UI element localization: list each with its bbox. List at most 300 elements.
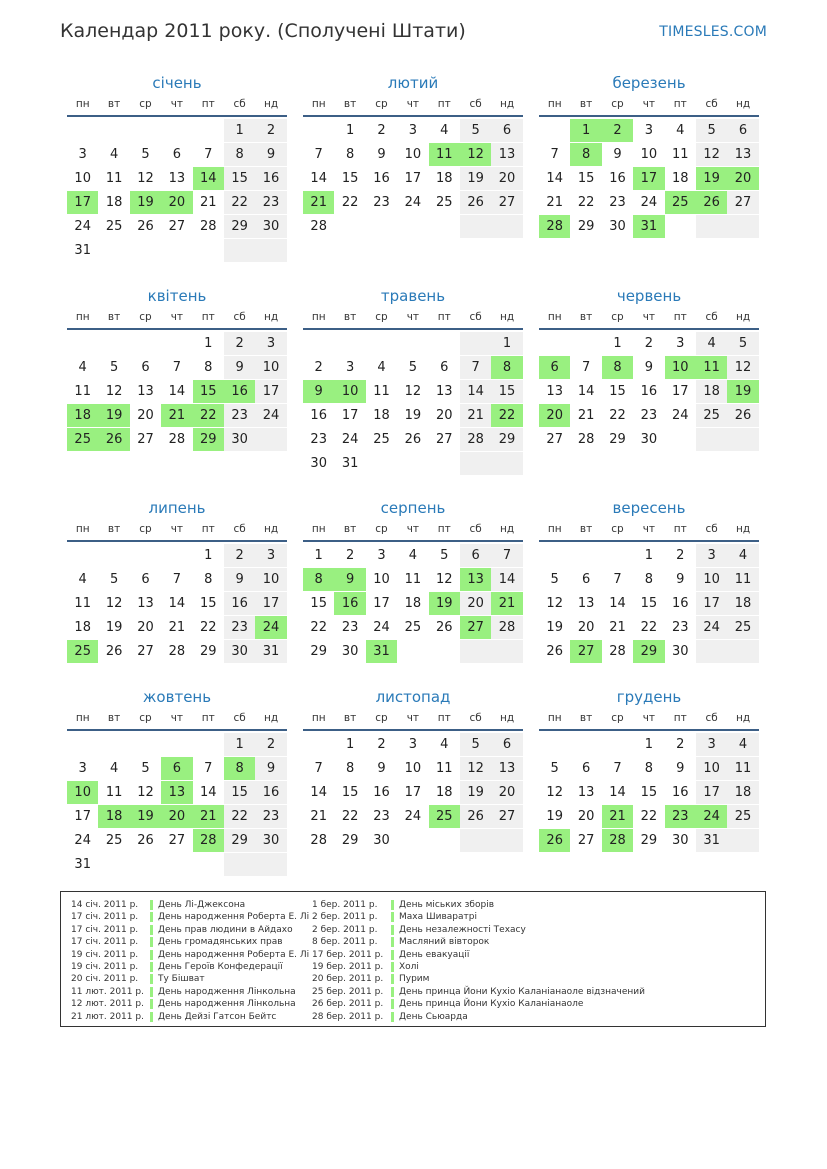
day-cell: 19 <box>546 809 563 824</box>
day-cell: 16 <box>224 380 255 403</box>
holiday-marker <box>391 950 394 960</box>
day-cell: 25 <box>105 833 123 848</box>
weekday-label: вт <box>343 712 357 724</box>
day-cell: 21 <box>609 620 626 635</box>
weekday-label: нд <box>499 712 515 724</box>
holiday-marker <box>391 900 394 910</box>
day-cell: 24 <box>404 195 422 210</box>
empty-cell <box>539 733 570 756</box>
day-cell: 26 <box>105 644 123 659</box>
holiday-entry <box>312 924 645 936</box>
day-cell: 5 <box>460 733 491 756</box>
holiday-name: День народження Лінкольна <box>158 999 296 1010</box>
day-cell: 19 <box>460 167 491 190</box>
day-cell: 3 <box>696 733 727 756</box>
week-row <box>303 380 523 404</box>
day-cell: 15 <box>224 781 255 804</box>
day-cell: 28 <box>199 219 217 234</box>
weekday-label: пн <box>75 98 90 110</box>
weekday-label: чт <box>642 712 656 724</box>
day-cell: 2 <box>224 332 255 355</box>
day-cell: 2 <box>676 737 685 752</box>
day-cell: 25 <box>665 191 696 214</box>
holiday-date: 17 бер. 2011 р. <box>312 949 384 960</box>
day-cell: 25 <box>373 432 390 447</box>
day-cell: 20 <box>161 191 192 214</box>
day-cell: 15 <box>310 596 327 611</box>
day-cell: 6 <box>581 761 591 776</box>
day-cell: 22 <box>310 620 327 635</box>
holiday-marker <box>150 912 153 922</box>
week-row <box>303 592 523 616</box>
weekday-label: сб <box>233 311 246 323</box>
day-cell: 12 <box>435 572 453 587</box>
month-rule <box>303 729 523 731</box>
day-cell: 15 <box>609 384 626 399</box>
holiday-marker <box>150 1012 153 1022</box>
week-row <box>67 332 287 356</box>
day-cell: 16 <box>373 171 390 186</box>
day-cell: 12 <box>105 596 123 611</box>
day-cell: 26 <box>539 829 570 852</box>
day-cell: 30 <box>671 644 689 659</box>
day-cell: 10 <box>255 568 286 591</box>
day-cell: 15 <box>577 171 595 186</box>
month-name: грудень <box>616 688 682 706</box>
day-cell: 22 <box>193 404 224 427</box>
day-cell: 23 <box>310 432 327 447</box>
day-cell: 30 <box>671 833 689 848</box>
day-cell: 28 <box>602 829 633 852</box>
month-rule <box>67 115 287 117</box>
day-cell: 1 <box>314 548 323 563</box>
day-cell: 5 <box>440 548 449 563</box>
day-cell: 23 <box>373 809 390 824</box>
weekday-label: ср <box>611 523 624 535</box>
day-cell: 14 <box>193 167 224 190</box>
empty-cell <box>696 640 727 663</box>
day-cell: 18 <box>98 805 129 828</box>
week-row <box>303 805 523 829</box>
day-cell: 11 <box>105 785 123 800</box>
empty-cell <box>366 452 397 475</box>
day-cell: 17 <box>671 384 689 399</box>
empty-cell <box>130 544 161 567</box>
day-cell: 1 <box>204 336 213 351</box>
empty-cell <box>130 733 161 756</box>
week-row <box>303 332 523 356</box>
day-cell: 1 <box>224 733 255 756</box>
day-cell: 19 <box>727 380 758 403</box>
week-row <box>539 167 759 191</box>
day-cell: 29 <box>199 644 217 659</box>
day-cell: 28 <box>168 432 186 447</box>
week-row <box>67 239 287 263</box>
day-cell: 2 <box>676 548 685 563</box>
weekday-label: вт <box>107 98 121 110</box>
weekday-label: пт <box>437 311 451 323</box>
week-row <box>539 215 759 239</box>
day-cell: 10 <box>67 781 98 804</box>
day-cell: 3 <box>408 123 417 138</box>
day-cell: 9 <box>613 147 622 162</box>
empty-cell <box>193 239 224 262</box>
day-cell: 19 <box>696 167 727 190</box>
weekday-label: ср <box>611 712 624 724</box>
month-2 <box>303 72 523 239</box>
day-cell: 20 <box>435 408 453 423</box>
day-cell: 7 <box>204 761 213 776</box>
empty-cell <box>491 452 522 475</box>
day-cell: 23 <box>224 404 255 427</box>
empty-cell <box>303 733 334 756</box>
day-cell: 4 <box>440 737 449 752</box>
weekday-header <box>67 307 287 327</box>
day-cell: 13 <box>577 596 595 611</box>
empty-cell <box>98 119 129 142</box>
holiday-marker <box>391 1012 394 1022</box>
holiday-entry <box>71 924 309 936</box>
weekday-label: нд <box>735 98 751 110</box>
weekday-label: ср <box>375 523 388 535</box>
month-10 <box>67 686 287 877</box>
holiday-entry <box>312 936 645 948</box>
holiday-name: День народження Роберта Е. Лі <box>158 912 310 923</box>
holiday-name: Масляний вівторок <box>399 937 490 948</box>
holiday-date: 8 бер. 2011 р. <box>312 937 378 948</box>
day-cell: 13 <box>435 384 453 399</box>
week-row <box>303 452 523 476</box>
day-cell: 2 <box>224 544 255 567</box>
week-row <box>67 215 287 239</box>
day-cell: 5 <box>109 360 119 375</box>
day-cell: 4 <box>78 360 87 375</box>
weekday-label: вт <box>579 523 593 535</box>
month-name: серпень <box>380 499 446 517</box>
day-cell: 6 <box>491 733 522 756</box>
month-3 <box>539 72 759 239</box>
day-cell: 10 <box>74 171 91 186</box>
weekday-header <box>539 519 759 539</box>
day-cell: 23 <box>224 616 255 639</box>
day-cell: 19 <box>546 620 563 635</box>
day-cell: 1 <box>204 548 213 563</box>
day-cell: 5 <box>550 572 559 587</box>
day-cell: 14 <box>310 171 327 186</box>
month-rule <box>539 328 759 330</box>
empty-cell <box>255 428 286 451</box>
week-row <box>539 404 759 428</box>
week-row <box>303 733 523 757</box>
weekday-label: пн <box>547 712 562 724</box>
month-6 <box>539 285 759 452</box>
weekday-label: сб <box>233 98 246 110</box>
month-name: травень <box>380 287 446 305</box>
weekday-label: пт <box>201 98 215 110</box>
day-cell: 10 <box>404 761 422 776</box>
day-cell: 17 <box>74 809 91 824</box>
weekday-label: вт <box>343 98 357 110</box>
day-cell: 23 <box>665 805 696 828</box>
day-cell: 22 <box>609 408 626 423</box>
site-logo[interactable]: TIMESLES.COM <box>659 24 767 40</box>
day-cell: 26 <box>546 644 563 659</box>
day-cell: 27 <box>137 644 154 659</box>
day-cell: 14 <box>577 384 595 399</box>
weekday-label: ср <box>139 311 152 323</box>
empty-cell <box>696 428 727 451</box>
month-rule <box>539 729 759 731</box>
day-cell: 12 <box>460 757 491 780</box>
weekday-header <box>67 708 287 728</box>
holiday-name: Маха Шиваратрі <box>399 912 477 923</box>
weekday-label: пт <box>673 523 687 535</box>
weekday-label: нд <box>499 98 515 110</box>
day-cell: 30 <box>341 644 359 659</box>
week-row <box>539 757 759 781</box>
empty-cell <box>665 428 696 451</box>
month-name: листопад <box>375 688 451 706</box>
empty-cell <box>397 452 428 475</box>
weekday-label: нд <box>263 98 279 110</box>
empty-cell <box>429 332 460 355</box>
empty-cell <box>193 853 224 876</box>
day-cell: 3 <box>408 737 417 752</box>
day-cell: 21 <box>199 195 217 210</box>
week-row <box>67 191 287 215</box>
day-cell: 29 <box>224 829 255 852</box>
day-cell: 20 <box>137 620 154 635</box>
day-cell: 22 <box>640 620 658 635</box>
empty-cell <box>460 332 491 355</box>
day-cell: 30 <box>255 215 286 238</box>
day-cell: 19 <box>98 404 129 427</box>
day-cell: 24 <box>255 616 286 639</box>
day-cell: 30 <box>224 428 255 451</box>
empty-cell <box>491 829 522 852</box>
holiday-marker <box>150 950 153 960</box>
week-row <box>539 592 759 616</box>
month-5 <box>303 285 523 476</box>
day-cell: 1 <box>345 737 355 752</box>
day-cell: 12 <box>460 143 491 166</box>
empty-cell <box>161 544 192 567</box>
week-row <box>539 332 759 356</box>
week-row <box>539 428 759 452</box>
holiday-name: День незалежності Техасу <box>399 924 526 935</box>
day-cell: 12 <box>696 143 727 166</box>
day-cell: 21 <box>602 805 633 828</box>
day-cell: 26 <box>727 404 758 427</box>
day-cell: 14 <box>609 596 626 611</box>
holiday-marker <box>150 937 153 947</box>
weekday-label: сб <box>705 311 718 323</box>
day-cell: 1 <box>491 332 522 355</box>
month-rule <box>539 540 759 542</box>
empty-cell <box>727 640 758 663</box>
month-1 <box>67 72 287 263</box>
day-cell: 13 <box>491 757 522 780</box>
holiday-name: Пурим <box>399 974 430 985</box>
day-cell: 22 <box>491 404 522 427</box>
day-cell: 18 <box>67 404 98 427</box>
empty-cell <box>429 215 460 238</box>
day-cell: 21 <box>491 592 522 615</box>
day-cell: 4 <box>727 733 758 756</box>
holiday-marker <box>391 925 394 935</box>
day-cell: 28 <box>193 829 224 852</box>
day-cell: 8 <box>570 143 601 166</box>
day-cell: 1 <box>613 336 622 351</box>
day-cell: 2 <box>255 119 286 142</box>
day-cell: 2 <box>345 548 355 563</box>
day-cell: 18 <box>671 171 689 186</box>
day-cell: 7 <box>613 761 622 776</box>
day-cell: 27 <box>435 432 453 447</box>
empty-cell <box>539 119 570 142</box>
day-cell: 30 <box>609 219 626 234</box>
week-row <box>67 616 287 640</box>
empty-cell <box>303 119 334 142</box>
week-row <box>67 853 287 877</box>
weekday-header <box>303 519 523 539</box>
day-cell: 8 <box>345 761 355 776</box>
week-row <box>303 191 523 215</box>
day-cell: 14 <box>491 568 522 591</box>
day-cell: 22 <box>640 809 658 824</box>
holiday-date: 19 січ. 2011 р. <box>71 949 139 960</box>
empty-cell <box>397 215 428 238</box>
day-cell: 13 <box>577 785 595 800</box>
week-row <box>67 829 287 853</box>
weekday-label: пн <box>311 98 326 110</box>
empty-cell <box>570 733 601 756</box>
weekday-label: пт <box>437 712 451 724</box>
month-8 <box>303 497 523 664</box>
day-cell: 18 <box>373 408 390 423</box>
day-cell: 28 <box>460 428 491 451</box>
month-name: квітень <box>147 287 207 305</box>
day-cell: 5 <box>460 119 491 142</box>
empty-cell <box>193 733 224 756</box>
day-cell: 19 <box>429 592 460 615</box>
day-cell: 17 <box>373 596 390 611</box>
day-cell: 11 <box>727 568 758 591</box>
days-grid <box>67 119 287 263</box>
day-cell: 15 <box>640 596 658 611</box>
weekday-label: пн <box>547 311 562 323</box>
day-cell: 4 <box>440 123 449 138</box>
day-cell: 8 <box>345 147 355 162</box>
day-cell: 18 <box>727 781 758 804</box>
day-cell: 23 <box>341 620 359 635</box>
weekday-label: чт <box>406 98 420 110</box>
day-cell: 23 <box>640 408 658 423</box>
day-cell: 6 <box>539 356 570 379</box>
day-cell: 1 <box>570 119 601 142</box>
day-cell: 2 <box>377 737 386 752</box>
day-cell: 28 <box>310 833 327 848</box>
holiday-marker <box>391 987 394 997</box>
week-row <box>539 568 759 592</box>
weekday-label: нд <box>499 311 515 323</box>
holiday-entry <box>71 998 309 1010</box>
empty-cell <box>98 239 129 262</box>
week-row <box>539 781 759 805</box>
holiday-name: День прав людини в Айдахо <box>158 924 293 935</box>
day-cell: 24 <box>696 805 727 828</box>
day-cell: 14 <box>546 171 563 186</box>
days-grid <box>67 544 287 664</box>
holiday-entry <box>71 911 309 923</box>
day-cell: 19 <box>404 408 422 423</box>
month-11 <box>303 686 523 853</box>
holiday-date: 19 січ. 2011 р. <box>71 961 139 972</box>
week-row <box>539 143 759 167</box>
day-cell: 11 <box>373 384 390 399</box>
empty-cell <box>98 332 129 355</box>
day-cell: 15 <box>193 380 224 403</box>
week-row <box>303 640 523 664</box>
day-cell: 11 <box>429 143 460 166</box>
holidays-column-2 <box>312 899 645 1023</box>
empty-cell <box>224 853 255 876</box>
empty-cell <box>98 853 129 876</box>
weekday-header <box>303 307 523 327</box>
day-cell: 10 <box>373 572 390 587</box>
day-cell: 30 <box>640 432 658 447</box>
weekday-label: ср <box>611 311 624 323</box>
empty-cell <box>67 733 98 756</box>
day-cell: 4 <box>78 572 87 587</box>
holiday-entry <box>312 1011 645 1023</box>
day-cell: 9 <box>224 568 255 591</box>
day-cell: 24 <box>341 432 359 447</box>
day-cell: 11 <box>696 356 727 379</box>
day-cell: 11 <box>435 761 453 776</box>
day-cell: 20 <box>137 408 154 423</box>
week-row <box>303 829 523 853</box>
day-cell: 2 <box>377 123 386 138</box>
day-cell: 22 <box>577 195 595 210</box>
holiday-name: День Героїв Конфедерації <box>158 961 283 972</box>
empty-cell <box>67 544 98 567</box>
week-row <box>303 781 523 805</box>
day-cell: 3 <box>78 761 87 776</box>
day-cell: 31 <box>255 640 286 663</box>
day-cell: 10 <box>640 147 658 162</box>
weekday-label: пн <box>75 712 90 724</box>
day-cell: 16 <box>373 785 390 800</box>
day-cell: 18 <box>696 380 727 403</box>
holiday-name: День міських зборів <box>399 900 494 910</box>
day-cell: 12 <box>105 384 123 399</box>
day-cell: 16 <box>255 781 286 804</box>
day-cell: 16 <box>671 785 689 800</box>
day-cell: 7 <box>613 572 622 587</box>
day-cell: 7 <box>581 360 591 375</box>
day-cell: 27 <box>546 432 563 447</box>
weekday-label: сб <box>705 98 718 110</box>
day-cell: 18 <box>727 592 758 615</box>
day-cell: 2 <box>314 360 323 375</box>
week-row <box>539 119 759 143</box>
week-row <box>539 544 759 568</box>
weekday-label: пн <box>75 311 90 323</box>
weekday-label: вт <box>107 523 121 535</box>
holiday-date: 11 лют. 2011 р. <box>71 986 144 997</box>
week-row <box>67 167 287 191</box>
